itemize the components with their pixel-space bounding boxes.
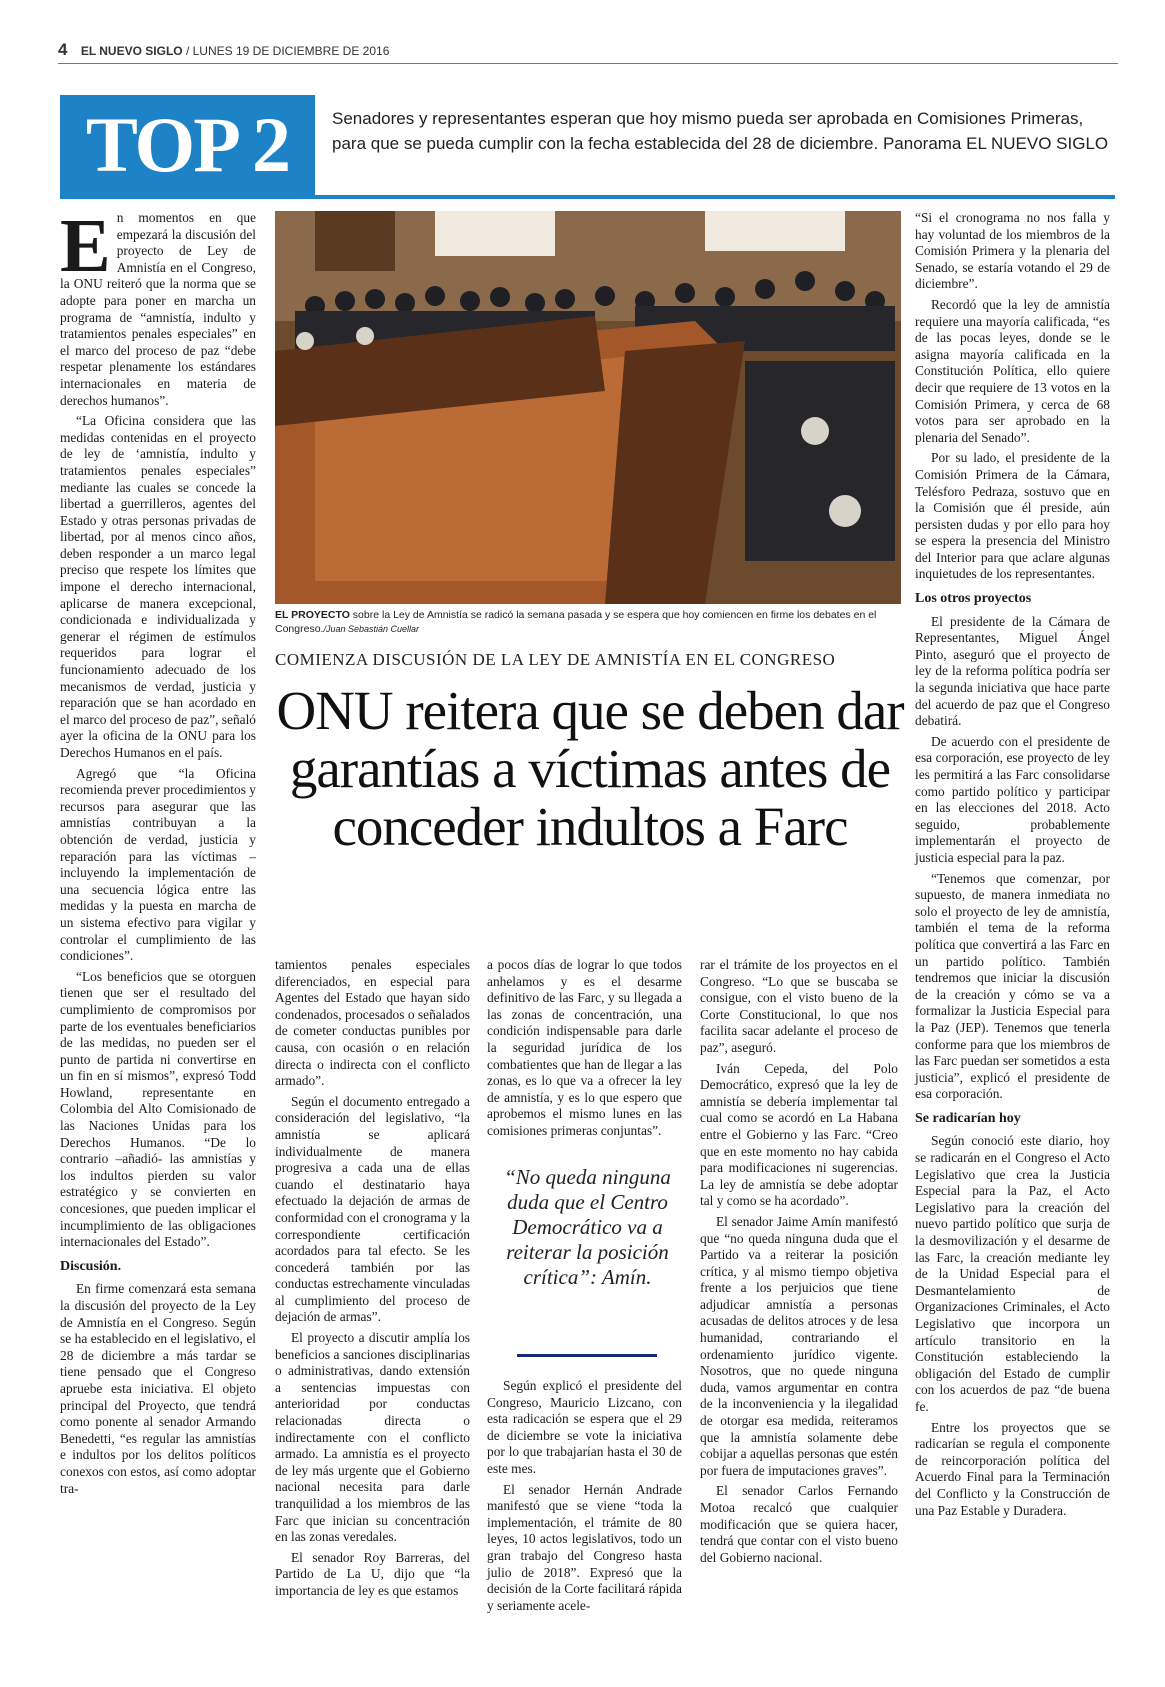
- subhead-discusion: Discusión.: [60, 1258, 122, 1274]
- page-folio: [58, 40, 389, 60]
- paragraph: Según conoció este diario, hoy se radicarán en el Congreso el Acto Legislativo que crea la Justicia Especial para la Paz, el Acto Legislativo para la creación del nuevo partido político que surja de la desmovilización y el desarme de las Farc, la creación mediante ley de la Unidad Especial para el Desmantelamiento de Organizaciones Criminales, el Acto Legislativo que incorpora un artículo transitorio en la Constitución estableciendo la obligación del Estado de cumplir con los acuerdos de paz “de buena fe.: [915, 1133, 1110, 1414]
- paragraph: a pocos días de lograr lo que todos anhelamos y es el desarme definitivo de las Farc, y su llegada a las zonas de concentración, una condición indispensable para darle la seguridad jurídica de los combatientes que han de llegar a las zonas, es lo que va a ofrecer la ley de amnistía, y es lo que espero que aprobemos el mismo lunes en las comisiones primeras conjuntas”.: [487, 957, 682, 1138]
- top-rule: [58, 63, 1118, 64]
- headline: ONU reitera que se deben dar garantías a víctimas antes de conceder indultos a Farc: [276, 680, 904, 857]
- caption-text: sobre la Ley de Amnistía se radicó la semana pasada y se espera que hoy comiencen en firme los debates en el Congreso.: [275, 609, 877, 635]
- paragraph: Por su lado, el presidente de la Comisión Primera de la Cámara, Telésforo Pedraza, sostuvo que en la Comisión que él preside, aún persisten dudas y por ello para hoy se espera la presencia del Ministro del Interior para que aclare algunas inquietudes de los representantes.: [915, 450, 1110, 582]
- subhead-otros-proyectos: Los otros proyectos: [915, 591, 1032, 607]
- pull-quote: “No queda ninguna duda que el Centro Democrático va a reiterar la posición crítica”: Amín.: [504, 1165, 671, 1289]
- paragraph: tamientos penales especiales diferenciados, en especial para Agentes del Estado que hayan sido condenados, procesados o señalados de cometer conductas punibles por causa, con ocasión o en relación directa o indirecta con el conflicto armado”.: [275, 957, 470, 1089]
- paragraph: “Si el cronograma no nos falla y hay voluntad de los miembros de la Comisión Primera y la plenaria del Senado, se estaría votando el 29 de diciembre”.: [915, 210, 1110, 292]
- paragraph: Según explicó el presidente del Congreso, Mauricio Lizcano, con esta radicación se espera que el 29 de diciembre se vote la iniciativa por lo que trabajarían hasta el 30 de este mes.: [487, 1378, 682, 1476]
- paragraph: Agregó que “la Oficina recomienda prever procedimientos y recursos para asegurar que las amnistías contribuyan a la obtención de verdad, justicia y reparación para las víctimas –incluyendo la implementación de una secuencia lógica entre las medidas y la puesta en marcha de un sistema efectivo para vigilar y controlar el cumplimiento de las condiciones”.: [60, 765, 256, 964]
- kicker: COMIENZA DISCUSIÓN DE LA LEY DE AMNISTÍA EN EL CONGRESO: [275, 650, 836, 669]
- banner-rule: [60, 195, 1115, 199]
- subhead-se-radicarian-hoy: Se radicarían hoy: [915, 1110, 1021, 1126]
- column-5: [915, 210, 1110, 1523]
- photo-credit: /Juan Sebastián Cuellar: [323, 624, 420, 634]
- paragraph: “La Oficina considera que las medidas contenidas en el proyecto de ley de ‘amnistía, indulto y tratamientos penales especiales” mediante las cuales se concede la libertad a guerrilleros, agentes del Estado y otras personas privadas de libertad, por al menos cinco años, deben responder a un marco legal preciso que respete los límites que impone el derecho internacional, aplicarse de manera excepcional, condicionada e individualizada y generar el régimen de estímulos requeridos para lograr el funcionamiento adecuado de los mecanismos de verdad, justicia y reparación que se han acordado en el marco del proceso de paz”, señaló ayer la oficina de la ONU para los Derechos Humanos en el país.: [60, 413, 256, 760]
- photo-caption: [275, 608, 901, 636]
- column-3-bottom: [487, 1378, 682, 1618]
- page-number: 4: [58, 40, 68, 59]
- paragraph: El senador Hernán Andrade manifestó que se viene “toda la implementación, el trámite de 80 leyes, 10 actos legislativos, todo un gran trabajo del Congreso hasta julio de 2018”. Expresó que la decisión de la Corte facilitará rápida y seriamente acele-: [487, 1481, 682, 1613]
- caption-lead: EL PROYECTO: [275, 609, 350, 621]
- paragraph: El senador Roy Barreras, del Partido de La U, dijo que “la importancia de ley es que estamos: [275, 1549, 470, 1598]
- paragraph: El presidente de la Cámara de Representantes, Miguel Ángel Pinto, aseguró que el proyecto de ley de la reforma política podría ser la segunda iniciativa que hace parte del acuerdo de paz que el Congreso debatirá.: [915, 613, 1110, 729]
- column-4: [700, 957, 898, 1570]
- paragraph: El senador Carlos Fernando Motoa recalcó que cualquier modificación que se quiera hacer, tendrá que contar con el visto bueno del Gobierno nacional.: [700, 1483, 898, 1565]
- column-3-top: [487, 957, 682, 1144]
- paragraph: Recordó que la ley de amnistía requiere una mayoría calificada, “es de las pocas leyes, donde se le asigna mayoría calificada en la Constitución Política, ello quiere decir que requiere de 13 votos en la Comisión Primera, y cerca de 68 votos para ser aprobado en la plenaria del Senado”.: [915, 296, 1110, 445]
- paragraph: “Los beneficios que se otorguen tienen que ser el resultado del cumplimiento de compromisos por parte de los eventuales beneficiarios de las medidas, no pueden ser el punto de partida ni convertirse en un fin en sí mismos”, expresó Todd Howland, representante en Colombia del Alto Comisionado de las Naciones Unidas para los Derechos Humanos. “De lo contrario –añadió- las amnistías y los indultos pierden su valor estratégico y se convierten en concesiones, que pueden implicar el incumplimiento de las obligaciones internacionales del Estado”.: [60, 968, 256, 1250]
- column-2: [275, 957, 470, 1604]
- paragraph: De acuerdo con el presidente de esa corporación, ese proyecto de ley les permitirá a las Farc consolidarse como partido político y participar en las elecciones del 2018. Acto seguido, probablemente implementarán el proyecto de justicia especial para la paz.: [915, 733, 1110, 865]
- congress-photo: [275, 211, 901, 604]
- top-label: TOP 2: [60, 95, 315, 195]
- paragraph: Entre los proyectos que se radicarían se regula el componente de reincorporación política del Acuerdo Final para la Terminación del Conflicto y la Construcción de una Paz Estable y Duradera.: [915, 1419, 1110, 1518]
- article-lead: n momentos en que empezará la discusión del proyecto de Ley de Amnistía en el Congreso, la ONU reiteró que la norma que se adopte para poner en marcha un programa de “amnistía, indulto y tratamientos penales especiales” en el marco del proceso de paz “debe respetar plenamente los estándares internacionales en materia de derechos humanos”.: [60, 210, 256, 408]
- drop-cap: E: [60, 204, 111, 288]
- newspaper-name: EL NUEVO SIGLO: [80, 44, 183, 58]
- paragraph: El senador Jaime Amín manifestó que “no queda ninguna duda que el Partido va a reiterar la posición crítica, y al mismo tiempo objetiva frente a los perjuicios que tiene adjudicar amnistía a personas acusadas de delitos atroces y de lesa humanidad, contrariando el ordenamiento jurídico vigente. Nosotros, que no quede ninguna duda, vamos argumentar en contra de la inconveniencia y la ilegalidad de otorgar esa medida, reiteramos que la amnistía solamente debe cobijar a aquellas personas que estén por fuera de imputaciones graves”.: [700, 1213, 898, 1478]
- paragraph: “Tenemos que comenzar, por supuesto, de manera inmediata no solo el proyecto de ley de amnistía, también el tema de la reforma política que convertirá a las Farc en un partido político. También tendremos que iniciar la discusión de la creación y cómo se va a formalizar la Justicia Especial para la Paz (JEP). Tenemos que tenerla conforme para que los miembros de las Farc puedan ser sometidos a esta justicia”, explicó el presidente de esa corporación.: [915, 870, 1110, 1102]
- paragraph: En firme comenzará esta semana la discusión del proyecto de la Ley de Amnistía en el Congreso. Según se ha establecido en el legislativo, el 28 de diciembre a más tardar se tiene pensado que el Congreso apruebe esta iniciativa. El objeto principal del Proyecto, que tendrá como ponente al senador Armando Benedetti, “es regular las amnistías e indultos por los delitos políticos conexos con estos, así como adoptar tra-: [60, 1281, 256, 1496]
- paragraph: Iván Cepeda, del Polo Democrático, expresó que la ley de amnistía se debería implementar tal cual como se acordó en La Habana entre el Gobierno y las Farc. “Creo que en este momento no hay cabida para modificaciones ni sugerencias. La ley de amnistía se debe adoptar tal y como se ha acordado”.: [700, 1060, 898, 1209]
- paragraph: rar el trámite de los proyectos en el Congreso. “Lo que se buscaba se consigue, con el visto bueno de la Corte Constitucional, lo que nos facilita sacar adelante el proceso de paz”, aseguró.: [700, 957, 898, 1055]
- paragraph: Según el documento entregado a consideración del legislativo, “la amnistía se aplicará individualmente de manera progresiva a cada una de ellas cuando el destinatario haya efectuado la dejación de armas de conformidad con el cronograma y la correspondiente certificación acordados para tal efecto. Se les concederá también por las conductas estrechamente vinculadas al cumplimiento del proceso de dejación de armas”.: [275, 1093, 470, 1325]
- paragraph: El proyecto a discutir amplía los beneficios a sanciones disciplinarias o administrativas, dando extensión a sentencias impuestas con anterioridad por conductas relacionadas directa o indirectamente con el conflicto armado. La amnistía es el proyecto de ley más urgente que el Gobierno nacional necesita para darle tranquilidad a los miembros de las Farc que inician su concentración en las zonas veredales.: [275, 1330, 470, 1545]
- issue-date: / LUNES 19 DE DICIEMBRE DE 2016: [185, 44, 390, 58]
- column-1: [60, 204, 256, 1501]
- pull-quote-rule: [517, 1354, 657, 1357]
- top-summary: Senadores y representantes esperan que hoy mismo pueda ser aprobada en Comisiones Primeras, para que se pueda cumplir con la fecha establecida del 28 de diciembre. Panorama EL NUEVO SIGLO: [332, 109, 1109, 153]
